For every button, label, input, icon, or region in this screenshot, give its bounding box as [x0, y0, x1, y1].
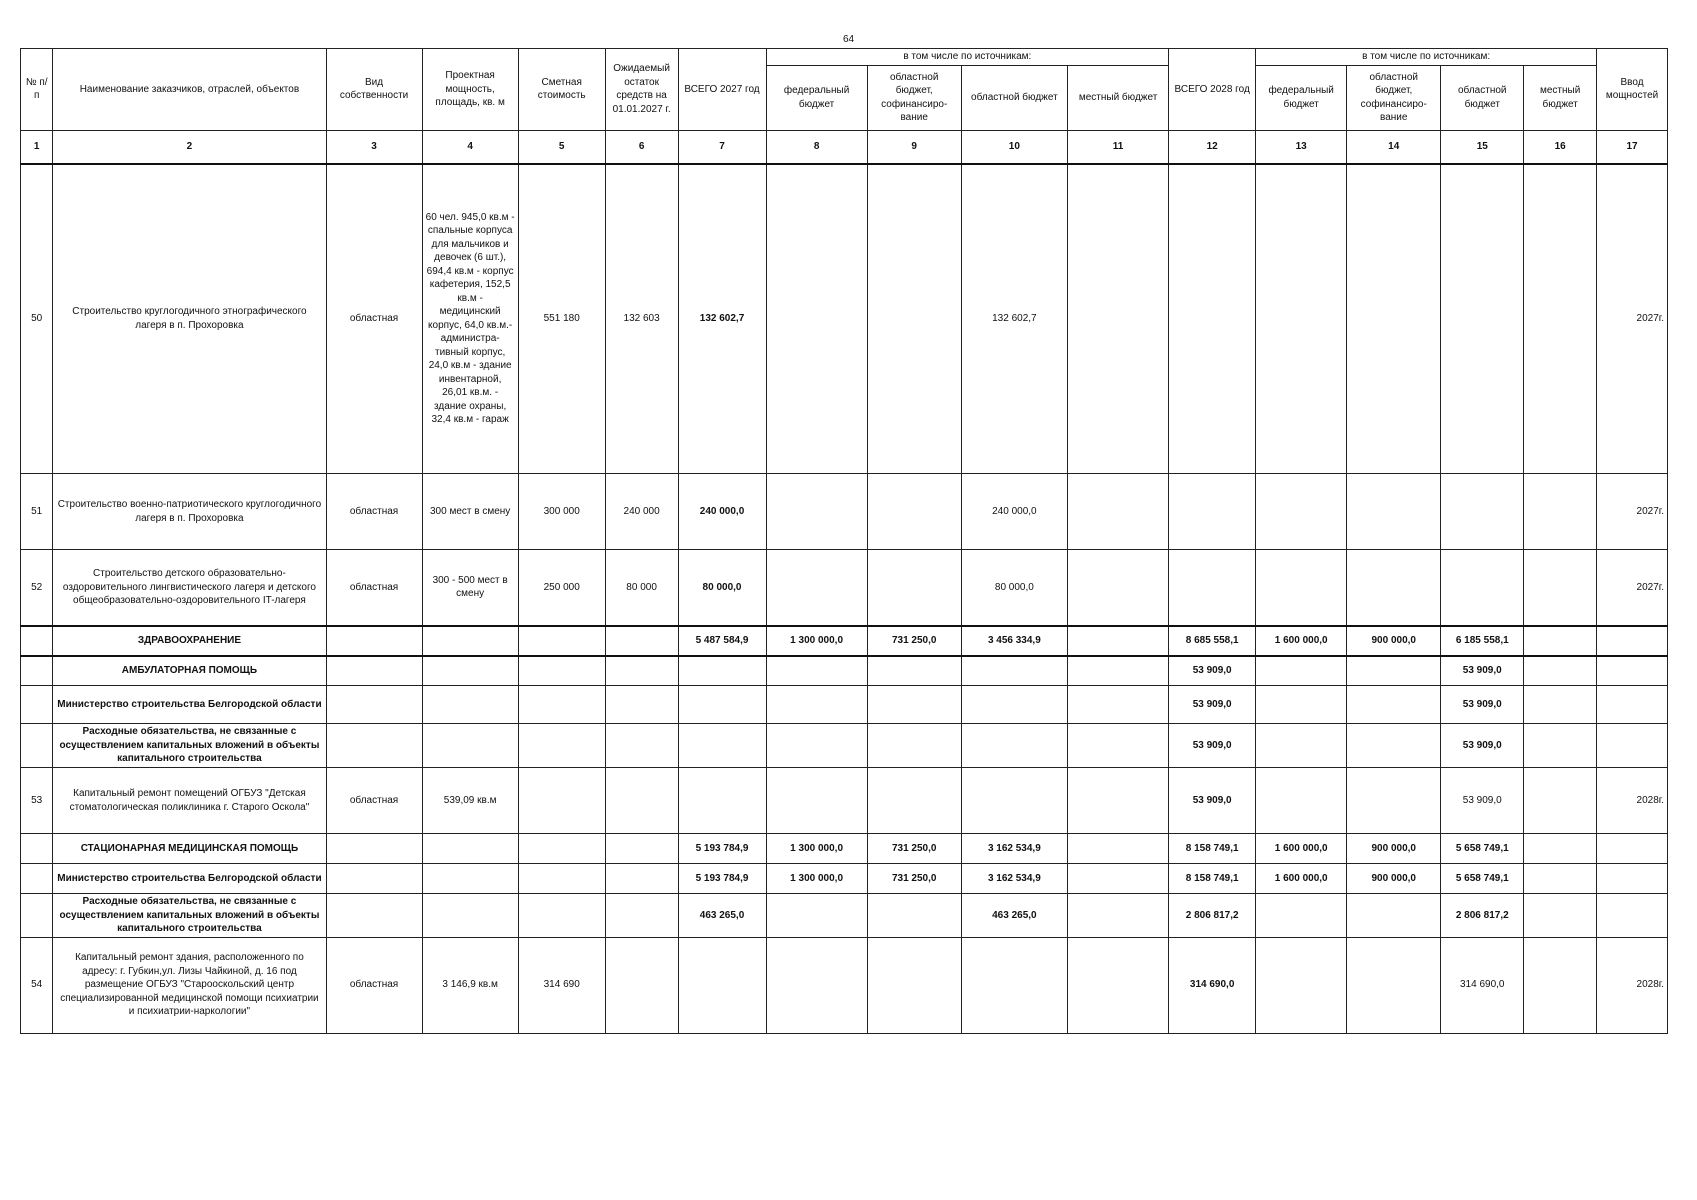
amount-cofin27: [867, 164, 961, 474]
amount-fed28: [1256, 656, 1347, 686]
commission-year: 2027г.: [1597, 474, 1668, 550]
amount-total27: 463 265,0: [678, 894, 766, 938]
section-row: [21, 626, 1668, 656]
amount-total27: [678, 686, 766, 724]
amount-loc28: [1524, 894, 1597, 938]
section-title: ЗДРАВООХРАНЕНИЕ: [53, 626, 326, 656]
amount-cofin27: [867, 550, 961, 626]
row-rest: [605, 686, 678, 724]
amount-total28: [1169, 474, 1256, 550]
object-name: Капитальный ремонт здания, расположенного по адресу: г. Губкин,ул. Лизы Чайкиной, д. 16 под размещение ОГБУЗ "Старооскольский центр специализированной медицинской помощи психиатрии и психиатрии-наркологии": [53, 937, 326, 1033]
amount-cofin28: [1347, 550, 1441, 626]
row-owner: [326, 834, 422, 864]
amount-cofin28: 900 000,0: [1347, 626, 1441, 656]
row-cost: [518, 724, 605, 768]
row-capacity: [422, 626, 518, 656]
amount-fed27: 1 300 000,0: [766, 834, 867, 864]
investment-table: [20, 48, 1668, 1034]
amount-cofin28: [1347, 937, 1441, 1033]
amount-fed28: [1256, 894, 1347, 938]
commission-year: 2028г.: [1597, 768, 1668, 834]
row-owner: [326, 864, 422, 894]
amount-cofin27: [867, 937, 961, 1033]
row-cost: [518, 626, 605, 656]
header-total-2027: ВСЕГО 2027 год: [678, 49, 766, 131]
row-commission: [1597, 834, 1668, 864]
row-rest: [605, 656, 678, 686]
amount-total27: [678, 656, 766, 686]
page-number: 64: [842, 34, 855, 45]
header-name: Наименование заказчиков, отраслей, объектов: [53, 49, 326, 131]
amount-total28: 2 806 817,2: [1169, 894, 1256, 938]
table-row: [21, 937, 1668, 1033]
amount-loc27: [1067, 724, 1168, 768]
amount-loc28: [1524, 864, 1597, 894]
expected-rest: 80 000: [605, 550, 678, 626]
row-capacity: [422, 894, 518, 938]
row-owner: [326, 724, 422, 768]
section-row: [21, 686, 1668, 724]
row-commission: [1597, 656, 1668, 686]
amount-total28: 8 158 749,1: [1169, 834, 1256, 864]
row-cost: [518, 894, 605, 938]
row-number: [21, 894, 53, 938]
row-number: [21, 864, 53, 894]
amount-cofin27: [867, 474, 961, 550]
header-local-2028: местный бюджет: [1524, 65, 1597, 130]
amount-loc27: [1067, 937, 1168, 1033]
capacity: 300 мест в смену: [422, 474, 518, 550]
amount-obl28: 5 658 749,1: [1441, 834, 1524, 864]
header-local-2027: местный бюджет: [1067, 65, 1168, 130]
amount-fed27: [766, 656, 867, 686]
amount-total27: 5 487 584,9: [678, 626, 766, 656]
amount-total27: 240 000,0: [678, 474, 766, 550]
header-sources-2027: в том числе по источникам:: [766, 49, 1169, 66]
amount-loc28: [1524, 834, 1597, 864]
amount-total27: 5 193 784,9: [678, 834, 766, 864]
object-name: Строительство военно-патриотического круглогодичного лагеря в п. Прохоровка: [53, 474, 326, 550]
amount-obl28: 2 806 817,2: [1441, 894, 1524, 938]
amount-total28: 53 909,0: [1169, 656, 1256, 686]
row-cost: [518, 864, 605, 894]
amount-obl28: [1441, 474, 1524, 550]
amount-fed28: 1 600 000,0: [1256, 864, 1347, 894]
column-number: 3: [326, 130, 422, 164]
row-number: 52: [21, 550, 53, 626]
column-number: 15: [1441, 130, 1524, 164]
row-number: 54: [21, 937, 53, 1033]
amount-loc28: [1524, 164, 1597, 474]
amount-total27: 80 000,0: [678, 550, 766, 626]
column-number: 10: [961, 130, 1067, 164]
row-owner: [326, 894, 422, 938]
amount-loc27: [1067, 768, 1168, 834]
row-number: 53: [21, 768, 53, 834]
amount-total28: [1169, 164, 1256, 474]
amount-loc27: [1067, 626, 1168, 656]
section-row: [21, 834, 1668, 864]
commission-year: 2028г.: [1597, 937, 1668, 1033]
column-number: 12: [1169, 130, 1256, 164]
amount-fed28: [1256, 164, 1347, 474]
amount-total28: 314 690,0: [1169, 937, 1256, 1033]
row-number: 51: [21, 474, 53, 550]
column-number: 5: [518, 130, 605, 164]
row-number: [21, 686, 53, 724]
amount-total28: 53 909,0: [1169, 686, 1256, 724]
header-rest: Ожидаемый остаток средств на 01.01.2027 г.: [605, 49, 678, 131]
amount-obl28: 314 690,0: [1441, 937, 1524, 1033]
amount-loc27: [1067, 686, 1168, 724]
estimated-cost: [518, 768, 605, 834]
row-rest: [605, 626, 678, 656]
amount-obl27: 80 000,0: [961, 550, 1067, 626]
amount-loc28: [1524, 626, 1597, 656]
amount-fed27: [766, 724, 867, 768]
amount-cofin27: 731 250,0: [867, 626, 961, 656]
amount-total27: 132 602,7: [678, 164, 766, 474]
header-total-2028: ВСЕГО 2028 год: [1169, 49, 1256, 131]
section-title: Министерство строительства Белгородской области: [53, 864, 326, 894]
column-number: 17: [1597, 130, 1668, 164]
amount-obl27: 3 162 534,9: [961, 834, 1067, 864]
row-capacity: [422, 686, 518, 724]
amount-total28: 53 909,0: [1169, 724, 1256, 768]
capacity: 60 чел. 945,0 кв.м - спальные корпуса для мальчиков и девочек (6 шт.), 694,4 кв.м - корпус кафетерия, 152,5 кв.м - медицинский корпус, 64,0 кв.м.- администра-тивный корпус, 24,0 кв.м - здание инвентарной, 26,01 кв.м. - здание охраны, 32,4 кв.м - гараж: [422, 164, 518, 474]
column-number: 8: [766, 130, 867, 164]
header-cost: Сметная стоимость: [518, 49, 605, 131]
amount-cofin28: [1347, 164, 1441, 474]
amount-obl28: 6 185 558,1: [1441, 626, 1524, 656]
object-name: Капитальный ремонт помещений ОГБУЗ "Детская стоматологическая поликлиника г. Старого Оскола": [53, 768, 326, 834]
estimated-cost: 300 000: [518, 474, 605, 550]
amount-loc28: [1524, 550, 1597, 626]
row-number: [21, 834, 53, 864]
amount-fed27: [766, 686, 867, 724]
amount-loc27: [1067, 550, 1168, 626]
amount-obl27: 132 602,7: [961, 164, 1067, 474]
amount-cofin27: [867, 656, 961, 686]
row-rest: [605, 864, 678, 894]
column-number: 7: [678, 130, 766, 164]
amount-fed27: [766, 768, 867, 834]
amount-fed28: [1256, 724, 1347, 768]
amount-cofin28: [1347, 686, 1441, 724]
expected-rest: 132 603: [605, 164, 678, 474]
table-row: [21, 768, 1668, 834]
amount-obl27: 463 265,0: [961, 894, 1067, 938]
amount-loc27: [1067, 894, 1168, 938]
row-capacity: [422, 864, 518, 894]
section-title: АМБУЛАТОРНАЯ ПОМОЩЬ: [53, 656, 326, 686]
amount-cofin27: [867, 686, 961, 724]
section-title: Министерство строительства Белгородской области: [53, 686, 326, 724]
column-number: 2: [53, 130, 326, 164]
amount-fed27: [766, 894, 867, 938]
section-title: СТАЦИОНАРНАЯ МЕДИЦИНСКАЯ ПОМОЩЬ: [53, 834, 326, 864]
amount-cofin27: 731 250,0: [867, 864, 961, 894]
section-row: [21, 864, 1668, 894]
amount-fed27: [766, 937, 867, 1033]
table-row: [21, 550, 1668, 626]
object-name: Строительство детского образовательно-оздоровительного лингвистического лагеря и детского общеобразовательно-оздоровительного IT-лагеря: [53, 550, 326, 626]
amount-fed28: 1 600 000,0: [1256, 834, 1347, 864]
amount-fed28: 1 600 000,0: [1256, 626, 1347, 656]
row-number: [21, 724, 53, 768]
amount-obl28: 53 909,0: [1441, 724, 1524, 768]
amount-cofin27: 731 250,0: [867, 834, 961, 864]
amount-total28: [1169, 550, 1256, 626]
amount-total27: [678, 724, 766, 768]
commission-year: 2027г.: [1597, 164, 1668, 474]
object-name: Строительство круглогодичного этнографического лагеря в п. Прохоровка: [53, 164, 326, 474]
header-cofin-2028: областной бюджет, софинансиро-вание: [1347, 65, 1441, 130]
amount-loc28: [1524, 474, 1597, 550]
amount-total27: 5 193 784,9: [678, 864, 766, 894]
table-row: [21, 164, 1668, 474]
amount-total28: 53 909,0: [1169, 768, 1256, 834]
amount-obl28: [1441, 550, 1524, 626]
amount-obl27: [961, 937, 1067, 1033]
amount-obl27: 240 000,0: [961, 474, 1067, 550]
amount-obl27: [961, 768, 1067, 834]
row-number: [21, 656, 53, 686]
amount-total28: 8 158 749,1: [1169, 864, 1256, 894]
amount-cofin27: [867, 724, 961, 768]
row-cost: [518, 834, 605, 864]
section-row: [21, 894, 1668, 938]
amount-fed27: 1 300 000,0: [766, 864, 867, 894]
amount-fed28: [1256, 686, 1347, 724]
row-rest: [605, 834, 678, 864]
header-num: № п/п: [21, 49, 53, 131]
column-number: 9: [867, 130, 961, 164]
amount-fed28: [1256, 550, 1347, 626]
amount-obl28: 53 909,0: [1441, 656, 1524, 686]
row-capacity: [422, 834, 518, 864]
row-capacity: [422, 724, 518, 768]
amount-cofin28: 900 000,0: [1347, 834, 1441, 864]
estimated-cost: 551 180: [518, 164, 605, 474]
capacity: 3 146,9 кв.м: [422, 937, 518, 1033]
amount-obl28: [1441, 164, 1524, 474]
column-number: 1: [21, 130, 53, 164]
section-title: Расходные обязательства, не связанные с осуществлением капитальных вложений в объекты капитального строительства: [53, 724, 326, 768]
column-number: 6: [605, 130, 678, 164]
amount-cofin28: [1347, 474, 1441, 550]
ownership: областная: [326, 937, 422, 1033]
column-number: 13: [1256, 130, 1347, 164]
amount-loc28: [1524, 686, 1597, 724]
row-rest: [605, 894, 678, 938]
row-commission: [1597, 894, 1668, 938]
amount-obl27: 3 162 534,9: [961, 864, 1067, 894]
header-capacity: Проектная мощность, площадь, кв. м: [422, 49, 518, 131]
row-cost: [518, 686, 605, 724]
section-row: [21, 724, 1668, 768]
row-number: 50: [21, 164, 53, 474]
amount-fed28: [1256, 474, 1347, 550]
expected-rest: [605, 768, 678, 834]
row-owner: [326, 656, 422, 686]
amount-loc28: [1524, 656, 1597, 686]
amount-cofin27: [867, 768, 961, 834]
column-number: 16: [1524, 130, 1597, 164]
amount-obl27: [961, 686, 1067, 724]
estimated-cost: 314 690: [518, 937, 605, 1033]
column-number: 4: [422, 130, 518, 164]
amount-loc27: [1067, 474, 1168, 550]
table-row: [21, 474, 1668, 550]
row-cost: [518, 656, 605, 686]
row-rest: [605, 724, 678, 768]
amount-loc27: [1067, 164, 1168, 474]
header-commission: Ввод мощностей: [1597, 49, 1668, 131]
column-number: 14: [1347, 130, 1441, 164]
amount-obl27: [961, 656, 1067, 686]
amount-total28: 8 685 558,1: [1169, 626, 1256, 656]
amount-obl27: 3 456 334,9: [961, 626, 1067, 656]
amount-fed28: [1256, 768, 1347, 834]
amount-cofin27: [867, 894, 961, 938]
amount-total27: [678, 937, 766, 1033]
row-owner: [326, 626, 422, 656]
row-commission: [1597, 626, 1668, 656]
column-number: 11: [1067, 130, 1168, 164]
ownership: областная: [326, 550, 422, 626]
amount-total27: [678, 768, 766, 834]
row-capacity: [422, 656, 518, 686]
amount-obl27: [961, 724, 1067, 768]
amount-fed27: [766, 474, 867, 550]
amount-cofin28: [1347, 894, 1441, 938]
ownership: областная: [326, 164, 422, 474]
amount-loc28: [1524, 937, 1597, 1033]
amount-cofin28: [1347, 768, 1441, 834]
amount-loc28: [1524, 724, 1597, 768]
capacity: 300 - 500 мест в смену: [422, 550, 518, 626]
header-sources-2028: в том числе по источникам:: [1256, 49, 1597, 66]
amount-fed27: 1 300 000,0: [766, 626, 867, 656]
amount-fed27: [766, 164, 867, 474]
capacity: 539,09 кв.м: [422, 768, 518, 834]
row-owner: [326, 686, 422, 724]
commission-year: 2027г.: [1597, 550, 1668, 626]
section-row: [21, 656, 1668, 686]
amount-obl28: 53 909,0: [1441, 768, 1524, 834]
row-commission: [1597, 724, 1668, 768]
amount-loc28: [1524, 768, 1597, 834]
amount-obl28: 53 909,0: [1441, 686, 1524, 724]
expected-rest: [605, 937, 678, 1033]
amount-fed28: [1256, 937, 1347, 1033]
amount-cofin28: [1347, 656, 1441, 686]
amount-loc27: [1067, 834, 1168, 864]
section-title: Расходные обязательства, не связанные с осуществлением капитальных вложений в объекты капитального строительства: [53, 894, 326, 938]
row-number: [21, 626, 53, 656]
header-fed-2028: федеральный бюджет: [1256, 65, 1347, 130]
amount-loc27: [1067, 656, 1168, 686]
amount-cofin28: 900 000,0: [1347, 864, 1441, 894]
amount-cofin28: [1347, 724, 1441, 768]
amount-loc27: [1067, 864, 1168, 894]
header-obl-2027: областной бюджет: [961, 65, 1067, 130]
estimated-cost: 250 000: [518, 550, 605, 626]
header-owner: Вид собственности: [326, 49, 422, 131]
expected-rest: 240 000: [605, 474, 678, 550]
ownership: областная: [326, 474, 422, 550]
header-fed-2027: федеральный бюджет: [766, 65, 867, 130]
amount-fed27: [766, 550, 867, 626]
row-commission: [1597, 686, 1668, 724]
ownership: областная: [326, 768, 422, 834]
header-cofin-2027: областной бюджет, софинансиро-вание: [867, 65, 961, 130]
amount-obl28: 5 658 749,1: [1441, 864, 1524, 894]
header-obl-2028: областной бюджет: [1441, 65, 1524, 130]
row-commission: [1597, 864, 1668, 894]
